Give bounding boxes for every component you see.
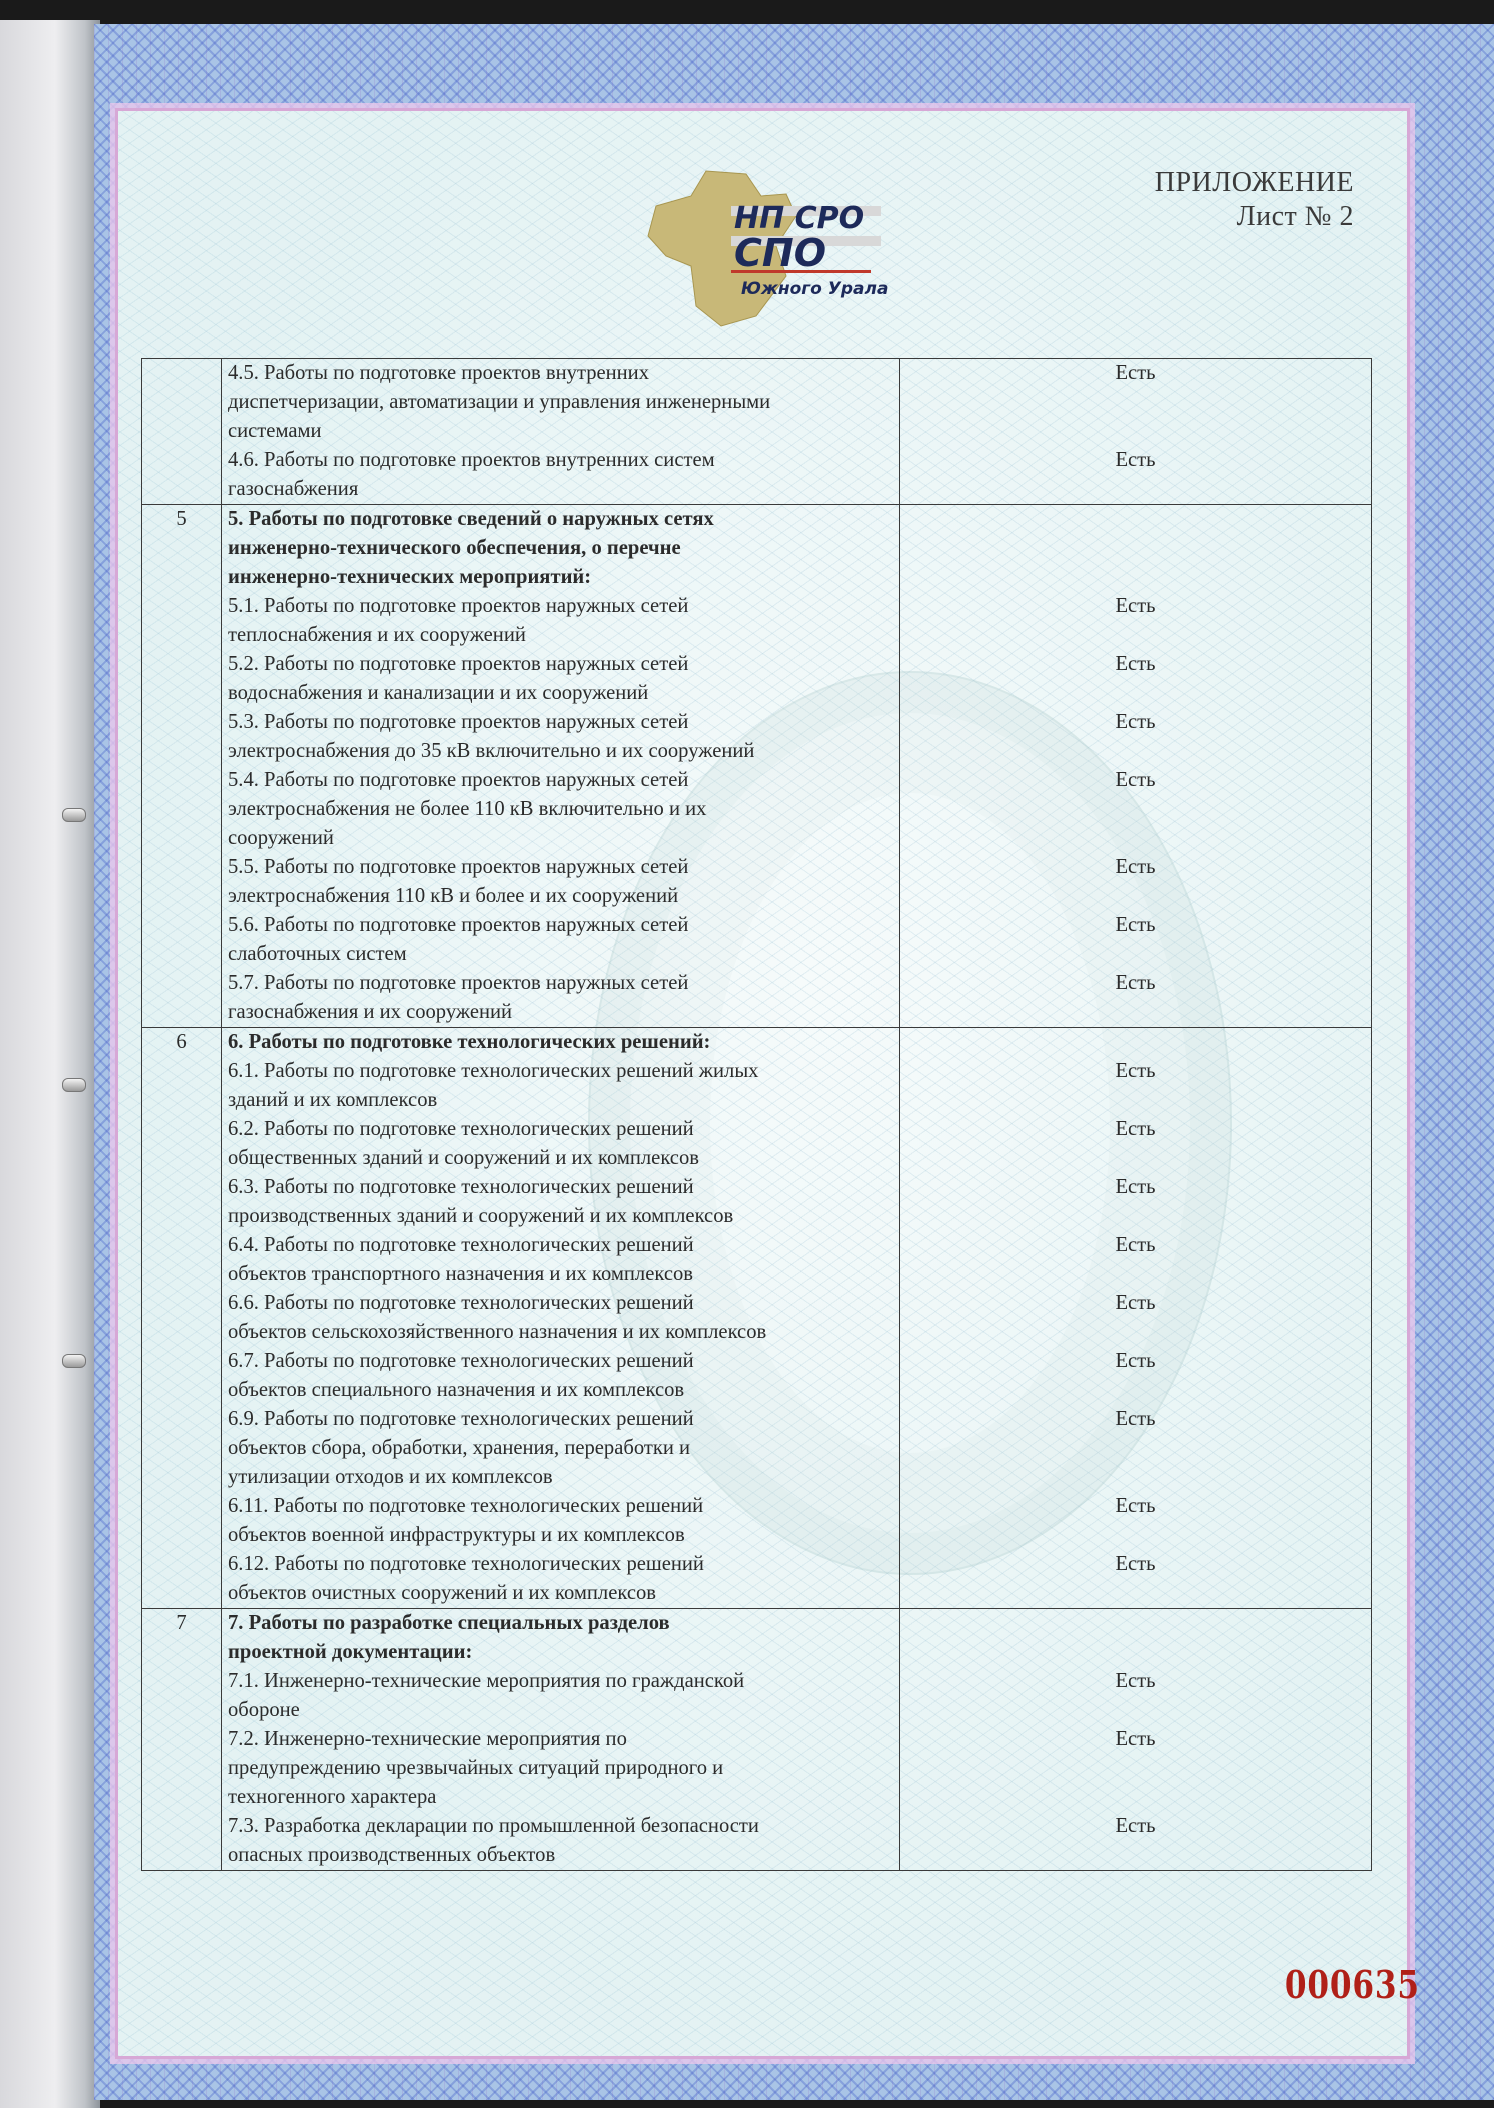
work-item-line: газоснабжения bbox=[228, 478, 359, 500]
status-value bbox=[906, 795, 1365, 824]
status-value bbox=[906, 1144, 1365, 1173]
table-row bbox=[142, 505, 1372, 1028]
status-value: Есть bbox=[1115, 1176, 1156, 1198]
work-item-line: 4.5. Работы по подготовке проектов внутренних bbox=[228, 362, 650, 384]
status-cell bbox=[900, 1028, 1372, 1609]
status-value: Есть bbox=[1115, 449, 1156, 471]
work-item-line: объектов сбора, обработки, хранения, переработки и bbox=[228, 1437, 691, 1459]
section-number bbox=[142, 359, 222, 505]
status-value: Есть bbox=[1115, 769, 1156, 791]
work-item-line: 6.1. Работы по подготовке технологических решений жилых bbox=[228, 1060, 759, 1082]
work-item-line: 6.9. Работы по подготовке технологических решений bbox=[228, 1408, 694, 1430]
table-row bbox=[142, 1028, 1372, 1609]
status-value bbox=[906, 505, 1365, 534]
status-value: Есть bbox=[1115, 1495, 1156, 1517]
status-value bbox=[906, 388, 1365, 417]
works-cell bbox=[222, 1028, 900, 1609]
status-value bbox=[906, 1696, 1365, 1725]
serial-number: 000635 bbox=[1284, 1962, 1420, 2007]
status-value bbox=[906, 417, 1365, 446]
status-value bbox=[906, 940, 1365, 969]
sheet-number: Лист № 2 bbox=[1236, 201, 1354, 232]
status-cell bbox=[900, 1609, 1372, 1871]
status-value bbox=[906, 1579, 1365, 1608]
work-item-line: предупреждению чрезвычайных ситуаций природного и bbox=[228, 1757, 724, 1779]
work-item-line: слаботочных систем bbox=[228, 943, 407, 965]
status-value bbox=[906, 882, 1365, 911]
status-value bbox=[906, 1841, 1365, 1870]
status-value bbox=[906, 1434, 1365, 1463]
status-value bbox=[906, 824, 1365, 853]
status-value: Есть bbox=[1115, 1728, 1156, 1750]
status-value: Есть bbox=[1115, 653, 1156, 675]
section-heading-line: 5. Работы по подготовке сведений о наружных сетях bbox=[228, 508, 714, 530]
table-row bbox=[142, 1609, 1372, 1871]
status-value bbox=[906, 563, 1365, 592]
status-value: Есть bbox=[1115, 1060, 1156, 1082]
work-item-line: сооружений bbox=[228, 827, 334, 849]
work-item-line: техногенного характера bbox=[228, 1786, 437, 1808]
work-item-line: 5.3. Работы по подготовке проектов наружных сетей bbox=[228, 711, 689, 733]
section-heading-line: проектной документации: bbox=[228, 1641, 473, 1663]
work-item-line: опасных производственных объектов bbox=[228, 1844, 556, 1866]
appendix-heading bbox=[1155, 166, 1354, 234]
binder-ring bbox=[62, 1354, 86, 1368]
work-item-line: 4.6. Работы по подготовке проектов внутренних систем bbox=[228, 449, 715, 471]
status-value: Есть bbox=[1115, 595, 1156, 617]
work-item-line: электроснабжения не более 110 кВ включительно и их bbox=[228, 798, 707, 820]
status-value: Есть bbox=[1115, 914, 1156, 936]
works-cell bbox=[222, 359, 900, 505]
status-value bbox=[906, 1521, 1365, 1550]
work-item-line: 6.7. Работы по подготовке технологических решений bbox=[228, 1350, 694, 1372]
work-item-line: объектов специального назначения и их комплексов bbox=[228, 1379, 685, 1401]
work-item-line: объектов транспортного назначения и их комплексов bbox=[228, 1263, 693, 1285]
work-item-line: 5.1. Работы по подготовке проектов наружных сетей bbox=[228, 595, 689, 617]
section-heading-line: инженерно-технических мероприятий: bbox=[228, 566, 592, 588]
work-item-line: объектов очистных сооружений и их комплексов bbox=[228, 1582, 656, 1604]
work-item-line: водоснабжения и канализации и их сооружений bbox=[228, 682, 649, 704]
organization-logo bbox=[636, 166, 906, 336]
work-item-line: диспетчеризации, автоматизации и управления инженерными bbox=[228, 391, 771, 413]
section-heading-line: инженерно-технического обеспечения, о перечне bbox=[228, 537, 681, 559]
work-item-line: 5.6. Работы по подготовке проектов наружных сетей bbox=[228, 914, 689, 936]
work-item-line: электроснабжения 110 кВ и более и их сооружений bbox=[228, 885, 679, 907]
status-value bbox=[906, 621, 1365, 650]
work-item-line: 5.7. Работы по подготовке проектов наружных сетей bbox=[228, 972, 689, 994]
work-item-line: 6.12. Работы по подготовке технологических решений bbox=[228, 1553, 704, 1575]
binder-ring bbox=[62, 1078, 86, 1092]
binder-ring bbox=[62, 808, 86, 822]
status-value: Есть bbox=[1115, 1670, 1156, 1692]
work-item-line: электроснабжения до 35 кВ включительно и их сооружений bbox=[228, 740, 755, 762]
status-value bbox=[906, 534, 1365, 563]
section-number: 5 bbox=[142, 505, 222, 1028]
status-cell bbox=[900, 505, 1372, 1028]
work-item-line: 5.4. Работы по подготовке проектов наружных сетей bbox=[228, 769, 689, 791]
work-item-line: 6.6. Работы по подготовке технологических решений bbox=[228, 1292, 694, 1314]
work-item-line: 6.11. Работы по подготовке технологических решений bbox=[228, 1495, 704, 1517]
section-heading-line: 7. Работы по разработке специальных разделов bbox=[228, 1612, 670, 1634]
work-item-line: общественных зданий и сооружений и их комплексов bbox=[228, 1147, 699, 1169]
appendix-title: ПРИЛОЖЕНИЕ bbox=[1154, 167, 1354, 198]
status-value: Есть bbox=[1115, 1553, 1156, 1575]
status-value: Есть bbox=[1115, 362, 1156, 384]
status-value bbox=[906, 475, 1365, 504]
status-value bbox=[906, 1754, 1365, 1783]
work-item-line: 6.3. Работы по подготовке технологических решений bbox=[228, 1176, 694, 1198]
work-item-line: 7.3. Разработка декларации по промышленной безопасности bbox=[228, 1815, 759, 1837]
status-value bbox=[906, 998, 1365, 1027]
status-value: Есть bbox=[1115, 1350, 1156, 1372]
section-number: 6 bbox=[142, 1028, 222, 1609]
work-item-line: 5.2. Работы по подготовке проектов наружных сетей bbox=[228, 653, 689, 675]
status-value bbox=[906, 679, 1365, 708]
status-value bbox=[906, 1638, 1365, 1667]
status-value: Есть bbox=[1115, 1815, 1156, 1837]
status-value bbox=[906, 1202, 1365, 1231]
work-item-line: объектов сельскохозяйственного назначения и их комплексов bbox=[228, 1321, 767, 1343]
work-item-line: 7.1. Инженерно-технические мероприятия по гражданской bbox=[228, 1670, 745, 1692]
works-cell bbox=[222, 505, 900, 1028]
section-number: 7 bbox=[142, 1609, 222, 1871]
work-item-line: обороне bbox=[228, 1699, 300, 1721]
work-item-line: теплоснабжения и их сооружений bbox=[228, 624, 526, 646]
status-value: Есть bbox=[1115, 1118, 1156, 1140]
logo-line2: СПО bbox=[734, 231, 826, 275]
logo-line3: Южного Урала bbox=[741, 279, 889, 299]
works-cell bbox=[222, 1609, 900, 1871]
work-item-line: утилизации отходов и их комплексов bbox=[228, 1466, 553, 1488]
status-value bbox=[906, 737, 1365, 766]
works-table bbox=[141, 358, 1372, 1871]
status-value bbox=[906, 1086, 1365, 1115]
work-item-line: 5.5. Работы по подготовке проектов наружных сетей bbox=[228, 856, 689, 878]
status-value: Есть bbox=[1115, 1234, 1156, 1256]
work-item-line: 6.2. Работы по подготовке технологических решений bbox=[228, 1118, 694, 1140]
work-item-line: производственных зданий и сооружений и их комплексов bbox=[228, 1205, 734, 1227]
status-value bbox=[906, 1783, 1365, 1812]
status-value: Есть bbox=[1115, 1292, 1156, 1314]
status-value bbox=[906, 1028, 1365, 1057]
logo-line1: НП СРО bbox=[734, 201, 865, 236]
work-item-line: газоснабжения и их сооружений bbox=[228, 1001, 513, 1023]
work-item-line: объектов военной инфраструктуры и их комплексов bbox=[228, 1524, 685, 1546]
status-cell bbox=[900, 359, 1372, 505]
status-value: Есть bbox=[1115, 856, 1156, 878]
status-value: Есть bbox=[1115, 1408, 1156, 1430]
status-value bbox=[906, 1260, 1365, 1289]
work-item-line: 6.4. Работы по подготовке технологических решений bbox=[228, 1234, 694, 1256]
binder-spine bbox=[0, 20, 100, 2108]
work-item-line: системами bbox=[228, 420, 322, 442]
status-value bbox=[906, 1463, 1365, 1492]
work-item-line: зданий и их комплексов bbox=[228, 1089, 438, 1111]
status-value: Есть bbox=[1115, 972, 1156, 994]
status-value bbox=[906, 1609, 1365, 1638]
status-value bbox=[906, 1376, 1365, 1405]
table-row bbox=[142, 359, 1372, 505]
status-value bbox=[906, 1318, 1365, 1347]
status-value: Есть bbox=[1115, 711, 1156, 733]
section-heading-line: 6. Работы по подготовке технологических решений: bbox=[228, 1031, 711, 1053]
work-item-line: 7.2. Инженерно-технические мероприятия по bbox=[228, 1728, 627, 1750]
